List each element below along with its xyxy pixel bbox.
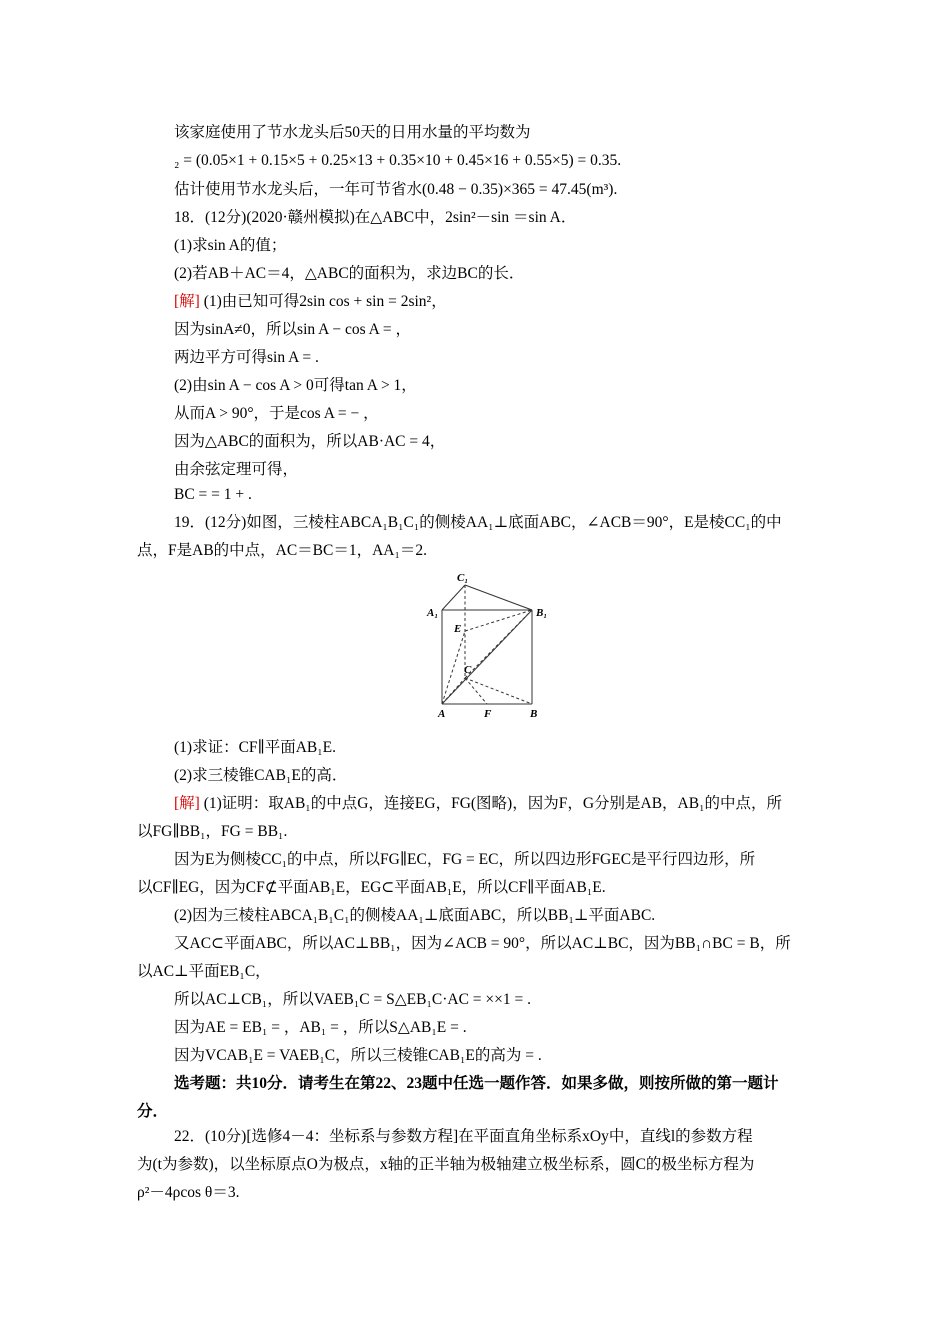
text-line: (1)求sin A的值；	[174, 237, 287, 254]
text-line: (2)若AB＋AC＝4，△ABC的面积为，求边BC的长．	[174, 265, 525, 282]
text-line: 估计使用节水龙头后，一年可节省水(0.48 − 0.35)×365 = 47.45(m³).	[174, 181, 618, 198]
text-line: (2)由sin A − cos A > 0可得tan A > 1，	[174, 377, 417, 394]
prism-diagram	[420, 570, 560, 722]
solution-line	[174, 794, 782, 814]
text-line: 以CF∥EG，因为CF⊄平面AB₁E，EG⊂平面AB₁E，所以CF∥平面AB₁E.	[137, 879, 606, 896]
solution-line	[174, 292, 447, 312]
text-line: 因为sinA≠0，所以sin A − cos A = ，	[174, 321, 411, 338]
text-line: (2)因为三棱柱ABCA₁B₁C₁的侧棱AA₁⊥底面ABC，所以BB₁⊥平面ABC.	[174, 907, 656, 924]
text-line: (1)求证：CF∥平面AB₁E.	[174, 739, 336, 756]
text-line: ₂ = (0.05×1 + 0.15×5 + 0.25×13 + 0.35×10 + 0.45×16 + 0.55×5) = 0.35.	[174, 152, 622, 169]
text-line: 又AC⊂平面ABC，所以AC⊥BB₁，因为∠ACB = 90°，所以AC⊥BC，因为BB₁∩BC = B，所	[174, 935, 791, 952]
problem-18-statement: 18．(12分)(2020·赣州模拟)在△ABC中，2sin²－sin ＝sin A．	[174, 209, 577, 226]
text-line: 由余弦定理可得，	[174, 461, 299, 478]
label-a: A	[438, 708, 446, 720]
solution-text: (1)由已知可得2sin cos + sin = 2sin²，	[203, 293, 447, 310]
text-line: 因为VCAB₁E = VAEB₁C，所以三棱锥CAB₁E的高为 = .	[174, 1047, 542, 1064]
text-line: 点，F是AB的中点，AC＝BC＝1，AA₁＝2.	[137, 542, 428, 559]
label-f: F	[484, 708, 492, 720]
label-c: C	[464, 664, 472, 676]
text-line: BC = = 1 + .	[174, 486, 252, 503]
text-line: 以AC⊥平面EB₁C，	[137, 963, 271, 980]
label-b1: B₁	[536, 607, 548, 619]
text-line: ρ²－4ρcos θ＝3.	[137, 1184, 240, 1201]
text-line: 两边平方可得sin A = .	[174, 349, 319, 366]
text-line: 因为△ABC的面积为，所以AB·AC = 4，	[174, 433, 446, 450]
text-line: 因为AE = EB₁ = ，AB₁ = ，所以S△AB₁E = .	[174, 1019, 467, 1036]
problem-19-statement: 19．(12分)如图，三棱柱ABCA₁B₁C₁的侧棱AA₁⊥底面ABC，∠ACB＝90°，E是棱CC₁的中	[174, 514, 782, 531]
text-line: 分．	[137, 1103, 169, 1120]
elective-instructions: 选考题：共10分．请考生在第22、23题中任选一题作答．如果多做，则按所做的第一题计	[174, 1075, 779, 1092]
label-c1: C₁	[457, 572, 469, 584]
text-line: 从而A > 90°，于是cos A = − ，	[174, 405, 379, 422]
text-line: 为(t为参数)，以坐标原点O为极点，x轴的正半轴为极轴建立极坐标系，圆C的极坐标方程为	[137, 1156, 755, 1173]
solution-tag: [解]	[174, 795, 200, 812]
solution-tag: [解]	[174, 293, 200, 310]
text-line: (2)求三棱锥CAB₁E的高．	[174, 767, 348, 784]
solution-text: (1)证明：取AB₁的中点G，连接EG，FG(图略)，因为F，G分别是AB，AB₁的中点，所	[203, 795, 782, 812]
text-line: 因为E为侧棱CC₁的中点，所以FG∥EC，FG = EC，所以四边形FGEC是平行四边形，所	[174, 851, 756, 868]
label-a1: A₁	[427, 607, 439, 619]
text-line: 以FG∥BB₁，FG = BB₁.	[137, 823, 288, 840]
prism-figure	[420, 570, 560, 722]
label-b: B	[530, 708, 538, 720]
text-line: 所以AC⊥CB₁，所以VAEB₁C = S△EB₁C·AC = ××1 = .	[174, 991, 531, 1008]
problem-22-statement: 22．(10分)[选修4－4：坐标系与参数方程]在平面直角坐标系xOy中，直线l的参数方程	[174, 1128, 753, 1145]
label-e: E	[454, 623, 462, 635]
text-line: 该家庭使用了节水龙头后50天的日用水量的平均数为	[174, 124, 531, 141]
